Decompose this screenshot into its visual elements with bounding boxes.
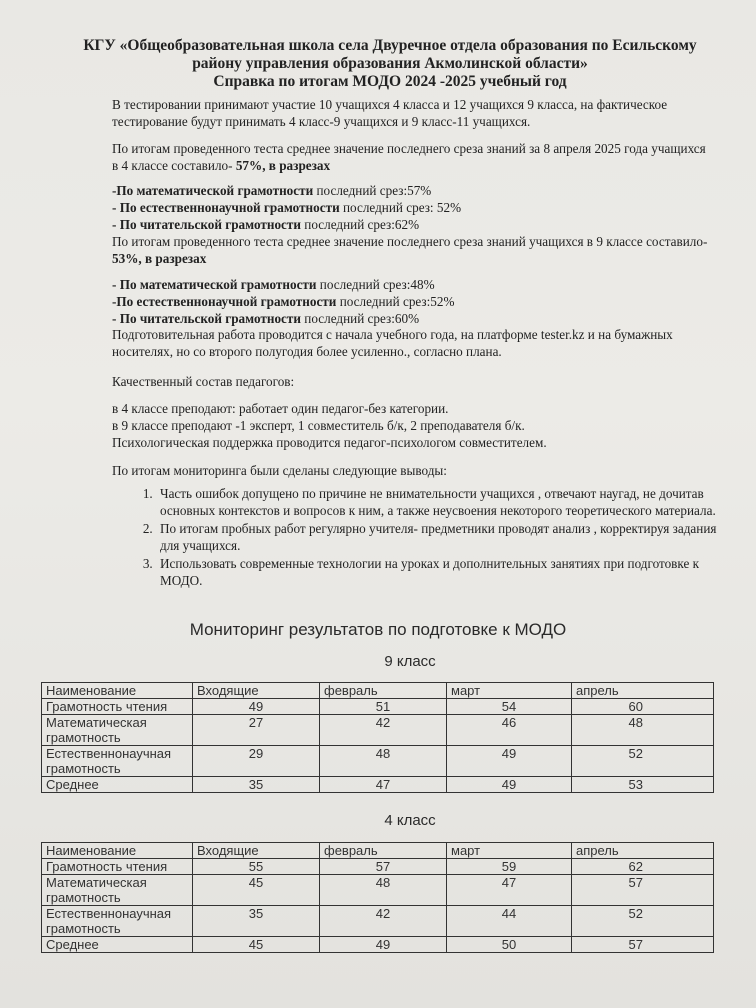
table-cell: 45 — [193, 875, 320, 906]
staff-line: в 4 классе преподают: работает один педагог-без категории. — [112, 401, 449, 416]
conclusion-item: 1. Часть ошибок допущено по причине не внимательности учащихся , отвечают наугад, не дочитав основных контекстов и вопросов к ним, а также неусвоения некоторого теоретического материала. — [156, 486, 736, 519]
table-cell: 45 — [193, 937, 320, 953]
table-cell: 51 — [320, 699, 447, 715]
table-cell: 50 — [447, 937, 572, 953]
table-cell: 49 — [193, 699, 320, 715]
column-header: март — [447, 843, 572, 859]
table-cell: 42 — [320, 715, 447, 746]
header-line-2: району управления образования Акмолинской области» — [192, 55, 588, 72]
grade4-item: - По естественнонаучной грамотности последний срез: 52% — [112, 200, 462, 215]
row-label: Грамотность чтения — [42, 859, 193, 875]
document-header — [60, 37, 720, 91]
prep-work-paragraph: Подготовительная работа проводится с начала учебного года, на платформе tester.kz и на бумажных носителях, но со второго полугодия более усиленно., согласно плана. — [112, 327, 673, 359]
row-label: Грамотность чтения — [42, 699, 193, 715]
staff-line: в 9 классе преподают -1 эксперт, 1 совместитель б/к, 2 преподавателя б/к. — [112, 418, 525, 433]
table-cell: 49 — [320, 937, 447, 953]
table-cell: 35 — [193, 906, 320, 937]
monitoring-title: Мониторинг результатов по подготовке к МОДО — [189, 620, 567, 639]
column-header: февраль — [320, 843, 447, 859]
row-label: Естественнонаучная грамотность — [42, 746, 193, 777]
table-cell: 48 — [320, 746, 447, 777]
table-cell: 35 — [193, 777, 320, 793]
row-label: Естественнонаучная грамотность — [42, 906, 193, 937]
grade9-results-table — [41, 682, 714, 793]
grade4-items — [112, 182, 712, 233]
conclusion-item: 3. Использовать современные технологии на уроках и дополнительных занятиях при подготовке к МОДО. — [156, 556, 736, 589]
grade4-item: - По читательской грамотности последний срез:62% — [112, 217, 420, 232]
table-row — [42, 699, 714, 715]
grade9-item: - По читательской грамотности последний срез:60% — [112, 311, 420, 326]
column-header: март — [447, 683, 572, 699]
column-header: Входящие — [193, 843, 320, 859]
row-label: Математическая грамотность — [42, 875, 193, 906]
table-row — [42, 875, 714, 906]
table-cell: 47 — [447, 875, 572, 906]
column-header: Входящие — [193, 683, 320, 699]
table-row — [42, 715, 714, 746]
table-cell: 47 — [320, 777, 447, 793]
grade9-item: - По математической грамотности последний срез:48% — [112, 277, 435, 292]
row-label: Среднее — [42, 777, 193, 793]
table9-caption: 9 класс — [384, 653, 436, 670]
table-row — [42, 777, 714, 793]
table-cell: 48 — [320, 875, 447, 906]
table-row — [42, 906, 714, 937]
table-cell: 27 — [193, 715, 320, 746]
table-row — [42, 859, 714, 875]
table-header-row — [42, 683, 714, 699]
conclusions-heading: По итогам мониторинга были сделаны следующие выводы: — [112, 463, 447, 478]
table-cell: 29 — [193, 746, 320, 777]
column-header: Наименование — [42, 843, 193, 859]
row-label: Среднее — [42, 937, 193, 953]
table-cell: 46 — [447, 715, 572, 746]
grade9-summary: По итогам проведенного теста среднее значение последнего среза знаний учащихся в 9 классе составило- 53%, в разрезах — [112, 234, 708, 266]
table-cell: 49 — [447, 746, 572, 777]
staff-lines — [112, 400, 712, 451]
column-header: апрель — [572, 843, 714, 859]
table4-caption: 4 класс — [384, 812, 436, 829]
table-cell: 52 — [572, 906, 714, 937]
table-cell: 42 — [320, 906, 447, 937]
header-line-3: Справка по итогам МОДО 2024 -2025 учебный год — [213, 73, 567, 90]
header-line-1: КГУ «Общеобразовательная школа села Двуречное отдела образования по Есильскому — [83, 37, 697, 54]
table-cell: 62 — [572, 859, 714, 875]
grade4-summary: По итогам проведенного теста среднее значение последнего среза знаний за 8 апреля 2025 года учащихся в 4 классе составило- 57%, в разрезах — [112, 141, 706, 173]
table-cell: 49 — [447, 777, 572, 793]
column-header: Наименование — [42, 683, 193, 699]
table-cell: 57 — [572, 937, 714, 953]
grade9-items — [112, 276, 712, 327]
table-cell: 60 — [572, 699, 714, 715]
table-header-row — [42, 843, 714, 859]
table-cell: 48 — [572, 715, 714, 746]
grade4-results-table — [41, 842, 714, 953]
staff-line: Психологическая поддержка проводится педагог-психологом совместителем. — [112, 435, 547, 450]
column-header: апрель — [572, 683, 714, 699]
table-cell: 44 — [447, 906, 572, 937]
intro-paragraph: В тестировании принимают участие 10 учащихся 4 класса и 12 учащихся 9 класса, на фактическое тестирование будут принимать 4 класс-9 учащихся и 9 класс-11 учащихся. — [112, 97, 668, 129]
conclusions-list — [130, 486, 736, 591]
table-cell: 57 — [572, 875, 714, 906]
grade9-item: -По естественнонаучной грамотности последний срез:52% — [112, 294, 455, 309]
table-cell: 57 — [320, 859, 447, 875]
table-cell: 55 — [193, 859, 320, 875]
table-row — [42, 746, 714, 777]
table-cell: 52 — [572, 746, 714, 777]
column-header: февраль — [320, 683, 447, 699]
table-cell: 53 — [572, 777, 714, 793]
grade4-item: -По математической грамотности последний срез:57% — [112, 183, 432, 198]
table-cell: 59 — [447, 859, 572, 875]
table-cell: 54 — [447, 699, 572, 715]
row-label: Математическая грамотность — [42, 715, 193, 746]
staff-heading: Качественный состав педагогов: — [112, 374, 295, 389]
table-row — [42, 937, 714, 953]
conclusion-item: 2. По итогам пробных работ регулярно учителя- предметники проводят анализ , корректируя задания для учащихся. — [156, 521, 736, 554]
